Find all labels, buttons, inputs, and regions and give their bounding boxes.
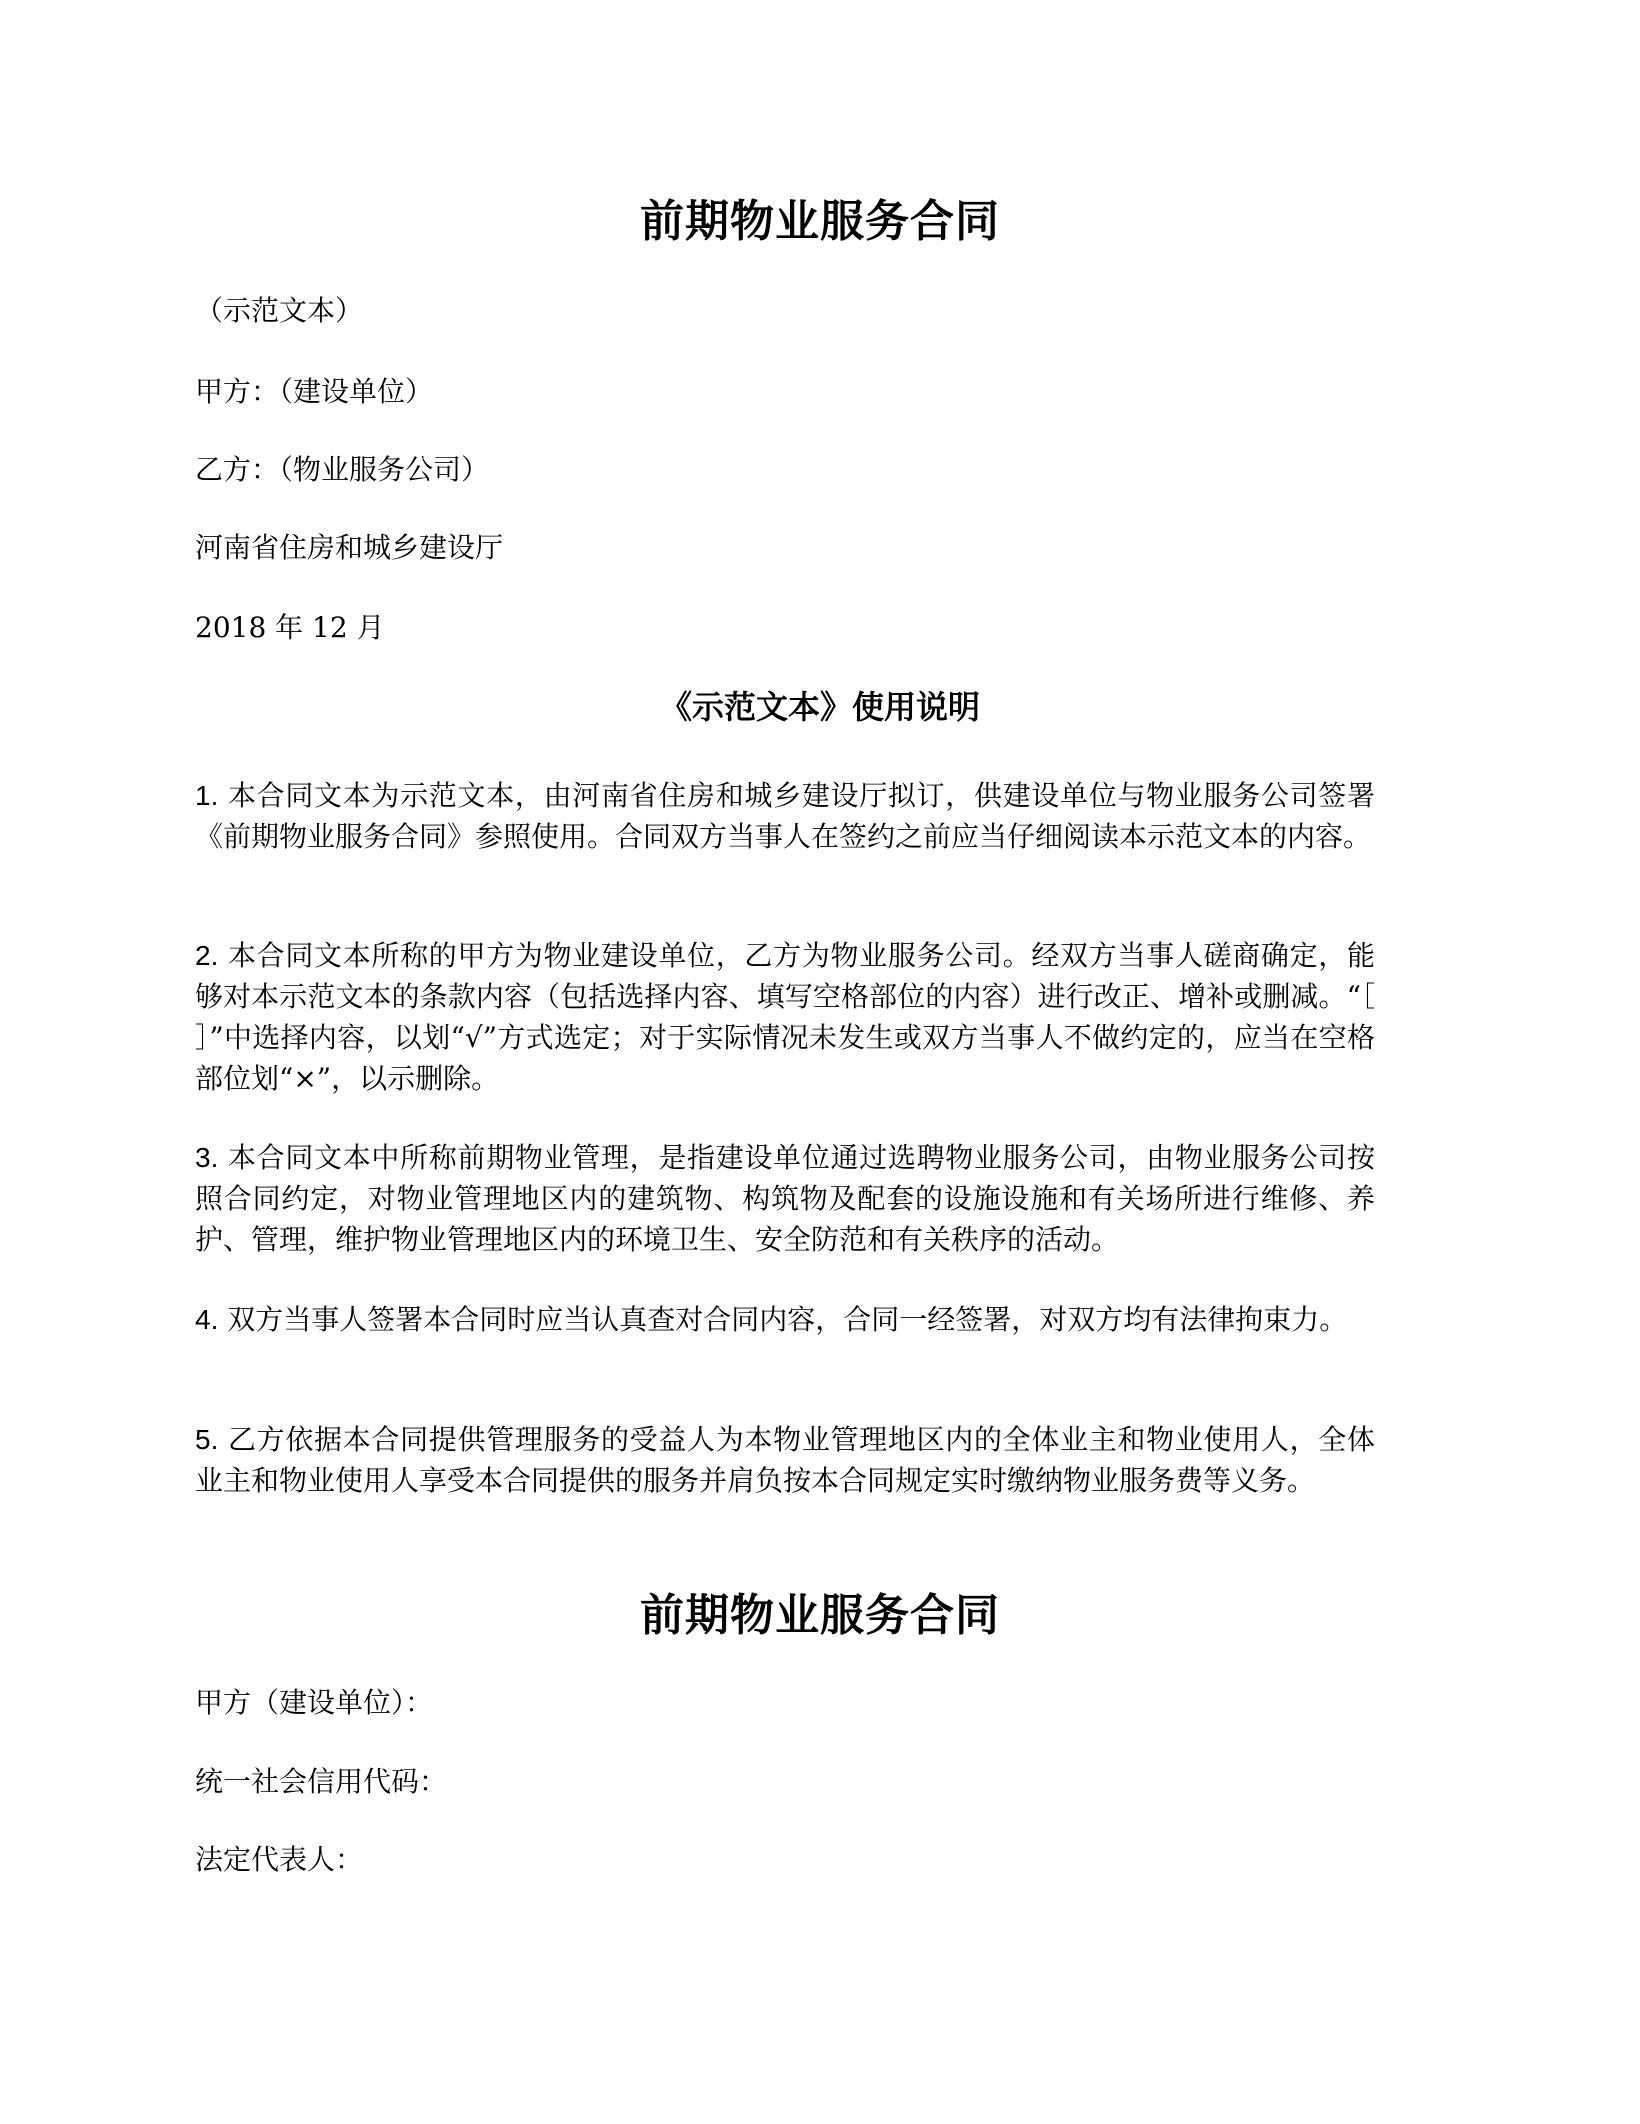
instruction-item-1 <box>195 775 1375 857</box>
party-a-line: 甲方：（建设单位） <box>195 375 434 408</box>
instruction-number: 4. <box>195 1304 219 1335</box>
party-a-field: 甲方（建设单位）： <box>195 1686 434 1719</box>
credit-code-field: 统一社会信用代码： <box>195 1765 448 1798</box>
instruction-number: 1. <box>195 780 219 811</box>
issue-date: 2018 年 12 月 <box>195 611 385 644</box>
contract-title: 前期物业服务合同 <box>640 1590 1000 1641</box>
instruction-text: 乙方依据本合同提供管理服务的受益人为本物业管理地区内的全体业主和物业使用人，全体业主和物业使用人享受本合同提供的服务并肩负按本合同规定实时缴纳物业服务费等义务。 <box>195 1423 1375 1497</box>
instruction-text: 双方当事人签署本合同时应当认真查对合同内容，合同一经签署，对双方均有法律拘束力。 <box>227 1303 1348 1336</box>
legal-representative-field: 法定代表人： <box>195 1843 364 1876</box>
instructions-heading: 《示范文本》使用说明 <box>659 688 980 726</box>
issuer-line: 河南省住房和城乡建设厅 <box>195 531 504 564</box>
instruction-number: 5. <box>195 1424 219 1455</box>
instruction-item-5 <box>195 1419 1375 1501</box>
instruction-text: 本合同文本为示范文本，由河南省住房和城乡建设厅拟订，供建设单位与物业服务公司签署《前期物业服务合同》参照使用。合同双方当事人在签约之前应当仔细阅读本示范文本的内容。 <box>195 779 1375 853</box>
party-b-line: 乙方：（物业服务公司） <box>195 453 490 486</box>
instruction-text: 本合同文本中所称前期物业管理，是指建设单位通过选聘物业服务公司，由物业服务公司按照合同约定，对物业管理地区内的建筑物、构筑物及配套的设施设施和有关场所进行维修、养护、管理，维护物业管理地区内的环境卫生、安全防范和有关秩序的活动。 <box>195 1141 1375 1256</box>
instruction-item-4 <box>195 1299 1375 1340</box>
instruction-number: 3. <box>195 1142 219 1173</box>
instruction-text: 本合同文本所称的甲方为物业建设单位，乙方为物业服务公司。经双方当事人磋商确定，能够对本示范文本的条款内容（包括选择内容、填写空格部位的内容）进行改正、增补或删减。“［ ］”中选择内容，以划“√”方式选定；对于实际情况未发生或双方当事人不做约定的，应当在空格部位划“×”，以示删除。 <box>195 939 1375 1095</box>
instruction-item-3 <box>195 1137 1375 1260</box>
document-title: 前期物业服务合同 <box>640 196 1000 247</box>
instruction-number: 2. <box>195 940 219 971</box>
instruction-item-2 <box>195 935 1375 1099</box>
sample-note: （示范文本） <box>195 294 364 327</box>
